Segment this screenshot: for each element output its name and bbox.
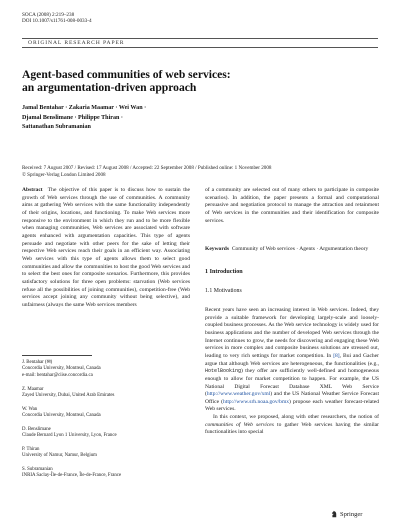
left-column bbox=[22, 187, 190, 310]
springer-chess-knight-icon bbox=[330, 510, 338, 518]
authors-line-3: Sattanathan Subramanian bbox=[22, 124, 91, 130]
affiliation-benslimane bbox=[22, 427, 190, 440]
title-line-1: Agent-based communities of web services: bbox=[22, 68, 231, 81]
intro-paragraph-2: In this context, we proposed, along with other researchers, the notion of communities of Web services to gather Web services having the similar functionalities into special bbox=[205, 414, 379, 436]
affiliation-email: e-mail: bentahar@ciise.concordia.ca bbox=[22, 372, 93, 378]
abstract-continuation: of a community are selected out of many others to participate in composite scenarios). In addition, the paper presents a formal and computational persuasive and negotiation protocol to manage the attraction and retainment of Web services in the communities and their identification for composite services. bbox=[205, 187, 379, 224]
weather-gov-link[interactable]: http://www.weather.gov/xml bbox=[206, 391, 271, 398]
affiliation-institution: University of Namur, Namur, Belgium bbox=[22, 453, 97, 459]
affiliation-institution: Concordia University, Montreal, Canada bbox=[22, 413, 101, 419]
affiliation-name: Z. Maamar bbox=[22, 387, 44, 392]
affiliation-name: D. Benslimane bbox=[22, 427, 51, 432]
italic-term: communities of Web services bbox=[205, 421, 274, 428]
reference-link-8[interactable]: [8] bbox=[333, 352, 340, 359]
footnote-rule bbox=[22, 355, 92, 356]
affiliation-subramanian bbox=[22, 467, 190, 480]
journal-doi-line: DOI 10.1007/s11761-008-0033-4 bbox=[22, 18, 92, 25]
journal-volume-line: SOCA (2008) 2:219–238 bbox=[22, 12, 75, 18]
affiliation-institution: Concordia University, Montreal, Canada bbox=[22, 366, 101, 372]
right-column bbox=[205, 187, 379, 437]
affiliation-name: S. Subramanian bbox=[22, 467, 53, 472]
abstract-heading: Abstract bbox=[22, 187, 43, 193]
code-term: HotelBooking bbox=[205, 368, 242, 375]
affiliation-bentahar bbox=[22, 360, 190, 379]
affiliation-institution: Claude Bernard Lyon 1 University, Lyon, France bbox=[22, 433, 117, 439]
article-type-label: ORIGINAL RESEARCH PAPER bbox=[28, 40, 125, 47]
affiliation-name: J. Bentahar (✉) bbox=[22, 360, 53, 365]
keywords-text: Community of Web services · Agents · Argumentation theory bbox=[231, 246, 369, 253]
affiliation-institution: Zayed University, Dubai, United Arab Emirates bbox=[22, 393, 115, 399]
publication-dates bbox=[22, 165, 378, 179]
affiliation-name: W. Wan bbox=[22, 407, 38, 412]
copyright-notice: © Springer-Verlag London Limited 2008 bbox=[22, 172, 106, 178]
subsection-heading-motivations: 1.1 Motivations bbox=[205, 287, 242, 294]
authors-line-2: Djamal Benslimane · Philippe Thiran · bbox=[22, 114, 123, 121]
noaa-link[interactable]: http://www.srh.noaa.gov/bmx bbox=[223, 398, 290, 405]
article-type-bar bbox=[22, 38, 378, 48]
section-heading-introduction: 1 Introduction bbox=[205, 268, 243, 275]
paper-title bbox=[22, 68, 322, 95]
keywords bbox=[205, 246, 379, 254]
affiliation-institution: INRIA Saclay-Île-de-France, Île-de-France, France bbox=[22, 473, 122, 479]
keywords-heading: Keywords bbox=[205, 246, 230, 253]
journal-citation bbox=[22, 12, 92, 25]
abstract-text: The objective of this paper is to discuss how to sustain the growth of Web services through the use of communities. A community aims at gathering Web services with the same functionality independently of their origins, locations, and functioning. To make Web services more responsive to the environment in which they run and to be more flexible when managing communities, Web services are associated with software agents enhanced with argumentation capacities. This type of agents persuade and negotiate with other peers for the sake of letting their respective Web services reach their goals in an efficient way. Associating Web services with this type of agents allows them to select good communities and allow the communities to host the good Web services and to select the best ones for composite scenarios. Furthermore, this provides satisfactory solutions for three open problems: starvation (Web services refuse all the possibilities of joining communities), competition-free (Web services accept joining any community without being selective), and unfairness (always the same Web services members bbox=[22, 187, 190, 308]
affiliation-name: P. Thiran bbox=[22, 447, 40, 452]
abstract bbox=[22, 187, 190, 310]
affiliation-maamar bbox=[22, 387, 190, 400]
intro-paragraph-1: Recent years have seen an increasing interest in Web services. Indeed, they provide a suitable framework for developing largely-scale and loosely-coupled business processes. As the Web service technology is widely used for business applications and the number of developed Web services through the Internet continues to grow, the needs for discovering and engaging these Web services in more complex and composite business solutions are stressed out, leading to very rich settings for market competition. In [8], Bui and Gacher argue that although Web services are heterogeneous, the functionalities (e.g., HotelBooking) they offer are sufficiently well-defined and homogeneous enough to allow for market competition to happen. For example, the US National Digital Forecast Database XML Web Service (http://www.weather.gov/xml) and the US National Weather Service Forecast Office (http://www.srh.noaa.gov/bmx) propose each weather forecast-related Web services. bbox=[205, 306, 379, 413]
affiliation-wan bbox=[22, 407, 190, 420]
publisher-logo bbox=[330, 510, 362, 518]
publisher-name: Springer bbox=[340, 510, 363, 518]
history-dates: Received: 7 August 2007 / Revised: 17 August 2008 / Accepted: 22 September 2008 / Published online: 1 November 2008 bbox=[22, 165, 272, 171]
affiliation-thiran bbox=[22, 447, 190, 460]
author-list bbox=[22, 104, 322, 133]
title-line-2: an argumentation-driven approach bbox=[22, 81, 197, 95]
authors-line-1: Jamal Bentahar · Zakaria Maamar · Wei Wan · bbox=[22, 105, 147, 111]
